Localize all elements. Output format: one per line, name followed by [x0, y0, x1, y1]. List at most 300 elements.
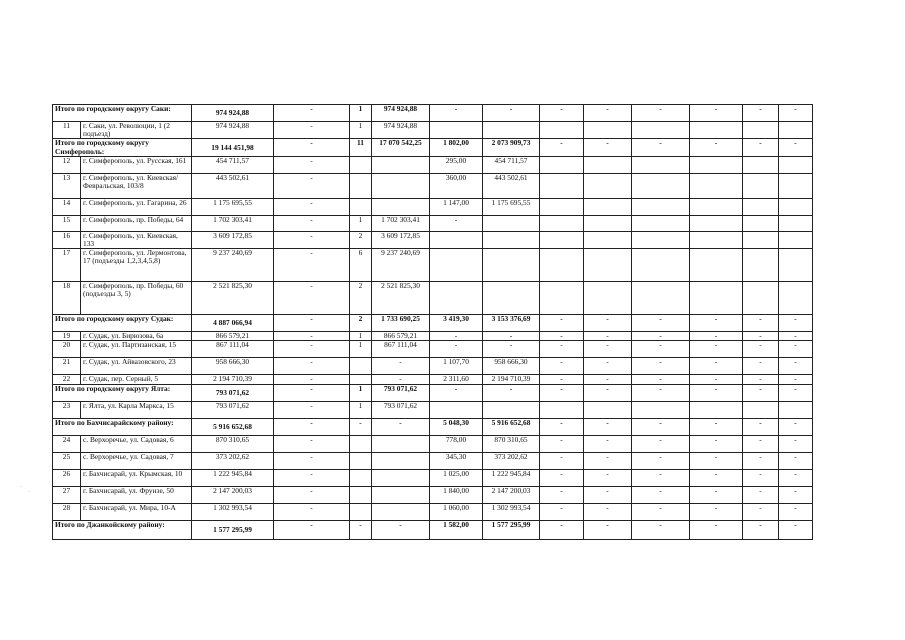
value-cell — [690, 156, 743, 173]
value-cell: - — [584, 418, 632, 435]
value-cell — [779, 173, 813, 198]
value-cell — [779, 156, 813, 173]
value-cell: - — [743, 435, 779, 452]
value-cell: 2 073 909,73 — [483, 139, 540, 156]
value-cell: - — [779, 452, 813, 469]
value-cell: - — [584, 341, 632, 358]
value-cell — [632, 401, 690, 418]
value-cell — [372, 435, 430, 452]
value-cell — [372, 503, 430, 520]
total-label: Итого по Бахчисарайскому району: — [53, 418, 192, 435]
value-cell — [372, 156, 430, 173]
value-cell: 1 302 993,54 — [483, 503, 540, 520]
address-cell: г. Саки, ул. Революции, 1 (2 подъезд) — [81, 122, 192, 139]
value-cell — [584, 173, 632, 198]
table-row — [53, 122, 813, 139]
table-row — [53, 401, 813, 418]
value-cell — [690, 173, 743, 198]
value-cell: - — [274, 418, 350, 435]
value-cell: - — [779, 435, 813, 452]
value-cell: - — [690, 384, 743, 401]
table-row — [53, 332, 813, 341]
value-cell: - — [632, 358, 690, 375]
value-cell: - — [584, 105, 632, 122]
value-cell: - — [690, 503, 743, 520]
value-cell: 5 916 652,68 — [192, 418, 274, 435]
value-cell: 2 — [350, 315, 372, 332]
value-cell — [690, 198, 743, 215]
value-cell: - — [743, 503, 779, 520]
value-cell: 1 175 695,55 — [483, 198, 540, 215]
address-cell: г. Симферополь, пр. Победы, 64 — [81, 215, 192, 231]
value-cell: - — [779, 418, 813, 435]
value-cell: - — [779, 503, 813, 520]
value-cell: - — [779, 384, 813, 401]
value-cell: 793 071,62 — [192, 401, 274, 418]
value-cell: 373 202,62 — [483, 452, 540, 469]
value-cell: 11 — [350, 139, 372, 156]
value-cell — [540, 215, 584, 231]
value-cell — [430, 282, 483, 315]
value-cell — [350, 486, 372, 503]
value-cell: - — [540, 105, 584, 122]
value-cell: 1 060,00 — [430, 503, 483, 520]
value-cell: - — [584, 503, 632, 520]
value-cell: - — [632, 503, 690, 520]
value-cell: - — [779, 469, 813, 486]
value-cell: 1 175 695,55 — [192, 198, 274, 215]
row-number: 15 — [53, 215, 81, 231]
value-cell: - — [430, 105, 483, 122]
value-cell: - — [372, 375, 430, 384]
value-cell — [350, 435, 372, 452]
value-cell: - — [540, 315, 584, 332]
value-cell: - — [540, 139, 584, 156]
value-cell: 454 711,57 — [192, 156, 274, 173]
value-cell: - — [584, 315, 632, 332]
address-cell: г. Судак, пер. Серный, 5 — [81, 375, 192, 384]
address-cell: г. Бахчисарай, ул. Фрунзе, 50 — [81, 486, 192, 503]
row-number: 14 — [53, 198, 81, 215]
value-cell — [584, 198, 632, 215]
value-cell — [690, 249, 743, 282]
value-cell — [632, 231, 690, 248]
value-cell — [743, 156, 779, 173]
value-cell — [540, 156, 584, 173]
value-cell — [372, 486, 430, 503]
value-cell — [743, 122, 779, 139]
value-cell — [372, 469, 430, 486]
table-row — [53, 358, 813, 375]
value-cell: - — [274, 122, 350, 139]
total-row — [53, 418, 813, 435]
value-cell: - — [632, 520, 690, 539]
row-number: 11 — [53, 122, 81, 139]
row-number: 16 — [53, 231, 81, 248]
value-cell: - — [540, 435, 584, 452]
value-cell: - — [274, 375, 350, 384]
value-cell: 1 — [350, 401, 372, 418]
value-cell: - — [274, 215, 350, 231]
value-cell: - — [743, 486, 779, 503]
value-cell: - — [540, 486, 584, 503]
value-cell: 1 025,00 — [430, 469, 483, 486]
value-cell: 974 924,88 — [372, 105, 430, 122]
value-cell: - — [743, 341, 779, 358]
value-cell: 3 609 172,85 — [372, 231, 430, 248]
address-cell: г. Симферополь, ул. Русская, 161 — [81, 156, 192, 173]
value-cell — [690, 231, 743, 248]
value-cell: 4 887 066,94 — [192, 315, 274, 332]
address-cell: г. Симферополь, ул. Киевская, 133 — [81, 231, 192, 248]
value-cell: - — [274, 173, 350, 198]
address-cell: г. Бахчисарай, ул. Крымская, 10 — [81, 469, 192, 486]
value-cell: 778,00 — [430, 435, 483, 452]
value-cell — [584, 282, 632, 315]
value-cell: 2 — [350, 231, 372, 248]
value-cell: 2 521 825,30 — [372, 282, 430, 315]
value-cell — [632, 249, 690, 282]
value-cell: - — [779, 139, 813, 156]
value-cell: - — [540, 341, 584, 358]
value-cell: 9 237 240,69 — [192, 249, 274, 282]
value-cell: - — [632, 341, 690, 358]
value-cell: - — [274, 198, 350, 215]
scan-mark: · — [20, 484, 22, 490]
value-cell: 1 — [350, 122, 372, 139]
value-cell: 1 147,00 — [430, 198, 483, 215]
address-cell: г. Симферополь, пр. Победы, 60 (подъезды 3, 5) — [81, 282, 192, 315]
table-row — [53, 198, 813, 215]
table-row — [53, 375, 813, 384]
value-cell: 9 237 240,69 — [372, 249, 430, 282]
total-label: Итого по городскому округу Симферополь: — [53, 139, 192, 156]
value-cell: - — [540, 503, 584, 520]
value-cell: - — [372, 358, 430, 375]
value-cell: - — [743, 469, 779, 486]
value-cell — [584, 249, 632, 282]
table-row — [53, 341, 813, 358]
value-cell: 1 577 295,99 — [483, 520, 540, 539]
value-cell: 974 924,88 — [372, 122, 430, 139]
value-cell — [350, 156, 372, 173]
scan-mark: · — [28, 489, 30, 495]
value-cell — [584, 401, 632, 418]
value-cell: 454 711,57 — [483, 156, 540, 173]
value-cell — [584, 156, 632, 173]
value-cell — [350, 375, 372, 384]
value-cell: - — [779, 315, 813, 332]
table-row — [53, 249, 813, 282]
value-cell: - — [632, 105, 690, 122]
address-cell: г. Бахчисарай, ул. Мира, 10-А — [81, 503, 192, 520]
value-cell: - — [584, 375, 632, 384]
value-cell: - — [274, 105, 350, 122]
value-cell — [540, 231, 584, 248]
value-cell: 1 — [350, 332, 372, 341]
value-cell: - — [632, 332, 690, 341]
value-cell: - — [690, 520, 743, 539]
value-cell: 1 107,70 — [430, 358, 483, 375]
value-cell: - — [632, 486, 690, 503]
total-label: Итого по городскому округу Ялта: — [53, 384, 192, 401]
value-cell — [430, 401, 483, 418]
value-cell: 974 924,88 — [192, 105, 274, 122]
value-cell — [779, 198, 813, 215]
value-cell: - — [743, 375, 779, 384]
value-cell: - — [584, 358, 632, 375]
value-cell: 1 577 295,99 — [192, 520, 274, 539]
value-cell: - — [779, 358, 813, 375]
value-cell: 360,00 — [430, 173, 483, 198]
address-cell: г. Судак, ул. Партизанская, 15 — [81, 341, 192, 358]
value-cell: 866 579,21 — [372, 332, 430, 341]
value-cell: - — [779, 375, 813, 384]
value-cell — [779, 401, 813, 418]
value-cell — [690, 215, 743, 231]
value-cell: - — [584, 332, 632, 341]
value-cell: 3 419,30 — [430, 315, 483, 332]
value-cell — [743, 282, 779, 315]
total-row — [53, 384, 813, 401]
value-cell: 870 310,65 — [483, 435, 540, 452]
table-row — [53, 231, 813, 248]
value-cell: - — [430, 332, 483, 341]
row-number: 19 — [53, 332, 81, 341]
value-cell: - — [274, 231, 350, 248]
table-row — [53, 215, 813, 231]
value-cell: - — [540, 332, 584, 341]
value-cell: 793 071,62 — [192, 384, 274, 401]
value-cell: 2 521 825,30 — [192, 282, 274, 315]
value-cell: - — [483, 341, 540, 358]
row-number: 25 — [53, 452, 81, 469]
value-cell: 2 147 200,03 — [483, 486, 540, 503]
value-cell: 1 222 945,84 — [192, 469, 274, 486]
value-cell — [632, 156, 690, 173]
address-cell: с. Верхоречье, ул. Садовая, 6 — [81, 435, 192, 452]
value-cell: - — [743, 105, 779, 122]
value-cell — [350, 503, 372, 520]
value-cell: - — [430, 341, 483, 358]
table-row — [53, 503, 813, 520]
value-cell: - — [584, 486, 632, 503]
value-cell: 373 202,62 — [192, 452, 274, 469]
value-cell: - — [584, 469, 632, 486]
value-cell: 5 048,30 — [430, 418, 483, 435]
value-cell — [743, 198, 779, 215]
value-cell: - — [274, 452, 350, 469]
value-cell: 1 702 303,41 — [372, 215, 430, 231]
value-cell — [350, 358, 372, 375]
total-row — [53, 105, 813, 122]
value-cell: - — [274, 358, 350, 375]
value-cell: 958 666,30 — [192, 358, 274, 375]
value-cell: - — [779, 332, 813, 341]
row-number: 20 — [53, 341, 81, 358]
value-cell — [690, 282, 743, 315]
value-cell: - — [540, 520, 584, 539]
value-cell: 6 — [350, 249, 372, 282]
address-cell: г. Симферополь, ул. Киевская/ Февральская, 103/8 — [81, 173, 192, 198]
value-cell: - — [372, 520, 430, 539]
value-cell: - — [690, 139, 743, 156]
value-cell — [743, 215, 779, 231]
value-cell: - — [690, 375, 743, 384]
value-cell: - — [584, 384, 632, 401]
value-cell: - — [430, 384, 483, 401]
value-cell — [690, 122, 743, 139]
value-cell: - — [584, 520, 632, 539]
row-number: 23 — [53, 401, 81, 418]
value-cell — [372, 173, 430, 198]
value-cell: 1 733 690,25 — [372, 315, 430, 332]
value-cell — [372, 198, 430, 215]
value-cell: 1 — [350, 384, 372, 401]
row-number: 22 — [53, 375, 81, 384]
value-cell: 867 111,04 — [372, 341, 430, 358]
value-cell — [743, 173, 779, 198]
value-cell — [372, 452, 430, 469]
total-label: Итого по городскому округу Саки: — [53, 105, 192, 122]
value-cell: 443 502,61 — [192, 173, 274, 198]
value-cell: - — [372, 418, 430, 435]
value-cell: - — [690, 341, 743, 358]
value-cell: - — [430, 215, 483, 231]
value-cell: - — [632, 375, 690, 384]
value-cell: 793 071,62 — [372, 384, 430, 401]
value-cell: - — [743, 315, 779, 332]
value-cell: - — [350, 418, 372, 435]
value-cell: 793 071,62 — [372, 401, 430, 418]
value-cell — [430, 231, 483, 248]
value-cell: - — [690, 418, 743, 435]
value-cell — [483, 401, 540, 418]
value-cell: - — [779, 520, 813, 539]
value-cell: - — [743, 452, 779, 469]
row-number: 18 — [53, 282, 81, 315]
value-cell: 1 302 993,54 — [192, 503, 274, 520]
value-cell: 870 310,65 — [192, 435, 274, 452]
value-cell: - — [632, 418, 690, 435]
table-row — [53, 469, 813, 486]
value-cell — [483, 122, 540, 139]
value-cell: - — [690, 315, 743, 332]
value-cell — [632, 215, 690, 231]
value-cell: - — [584, 452, 632, 469]
value-cell — [350, 173, 372, 198]
table-row — [53, 486, 813, 503]
value-cell — [540, 198, 584, 215]
value-cell — [632, 122, 690, 139]
value-cell: 443 502,61 — [483, 173, 540, 198]
value-cell: - — [274, 341, 350, 358]
value-cell: - — [540, 418, 584, 435]
budget-table — [52, 104, 813, 540]
value-cell: - — [584, 435, 632, 452]
value-cell: - — [779, 486, 813, 503]
value-cell — [779, 215, 813, 231]
value-cell: - — [632, 139, 690, 156]
value-cell — [483, 215, 540, 231]
value-cell: - — [483, 384, 540, 401]
total-label: Итого по городскому округу Судак: — [53, 315, 192, 332]
value-cell: - — [690, 452, 743, 469]
value-cell: 17 070 542,25 — [372, 139, 430, 156]
value-cell: 2 311,60 — [430, 375, 483, 384]
value-cell: - — [483, 332, 540, 341]
value-cell — [779, 231, 813, 248]
value-cell: 1 802,00 — [430, 139, 483, 156]
value-cell: 1 — [350, 341, 372, 358]
value-cell: - — [483, 105, 540, 122]
value-cell: - — [690, 358, 743, 375]
address-cell: с. Верхоречье, ул. Садовая, 7 — [81, 452, 192, 469]
value-cell: - — [274, 401, 350, 418]
value-cell: 2 — [350, 282, 372, 315]
value-cell: 1 582,00 — [430, 520, 483, 539]
address-cell: г. Симферополь, ул. Гагарина, 26 — [81, 198, 192, 215]
value-cell: - — [274, 332, 350, 341]
value-cell: - — [540, 384, 584, 401]
value-cell — [690, 401, 743, 418]
value-cell: 974 924,88 — [192, 122, 274, 139]
value-cell — [743, 401, 779, 418]
value-cell: - — [274, 469, 350, 486]
value-cell — [632, 282, 690, 315]
value-cell — [540, 249, 584, 282]
table-row — [53, 435, 813, 452]
value-cell — [743, 249, 779, 282]
value-cell: - — [743, 358, 779, 375]
value-cell: 2 147 200,03 — [192, 486, 274, 503]
address-cell: г. Судак, ул. Бирюзова, 6а — [81, 332, 192, 341]
value-cell: 1 — [350, 105, 372, 122]
value-cell: 345,30 — [430, 452, 483, 469]
value-cell: - — [743, 332, 779, 341]
total-row — [53, 139, 813, 156]
value-cell: - — [690, 435, 743, 452]
value-cell: - — [743, 139, 779, 156]
value-cell: - — [540, 358, 584, 375]
value-cell: 1 — [350, 215, 372, 231]
value-cell — [779, 282, 813, 315]
value-cell — [350, 452, 372, 469]
value-cell: - — [350, 520, 372, 539]
value-cell — [584, 215, 632, 231]
value-cell: 1 702 303,41 — [192, 215, 274, 231]
value-cell — [483, 249, 540, 282]
value-cell: - — [274, 139, 350, 156]
value-cell: 295,00 — [430, 156, 483, 173]
row-number: 17 — [53, 249, 81, 282]
table-row — [53, 173, 813, 198]
value-cell: 1 222 945,84 — [483, 469, 540, 486]
table-row — [53, 452, 813, 469]
value-cell: 2 194 710,39 — [483, 375, 540, 384]
value-cell: - — [779, 341, 813, 358]
value-cell: 867 111,04 — [192, 341, 274, 358]
value-cell: - — [779, 105, 813, 122]
value-cell: - — [632, 469, 690, 486]
value-cell — [350, 469, 372, 486]
table-row — [53, 282, 813, 315]
value-cell: - — [743, 418, 779, 435]
value-cell: - — [690, 469, 743, 486]
value-cell: 3 153 376,69 — [483, 315, 540, 332]
value-cell: - — [632, 315, 690, 332]
value-cell: - — [274, 384, 350, 401]
